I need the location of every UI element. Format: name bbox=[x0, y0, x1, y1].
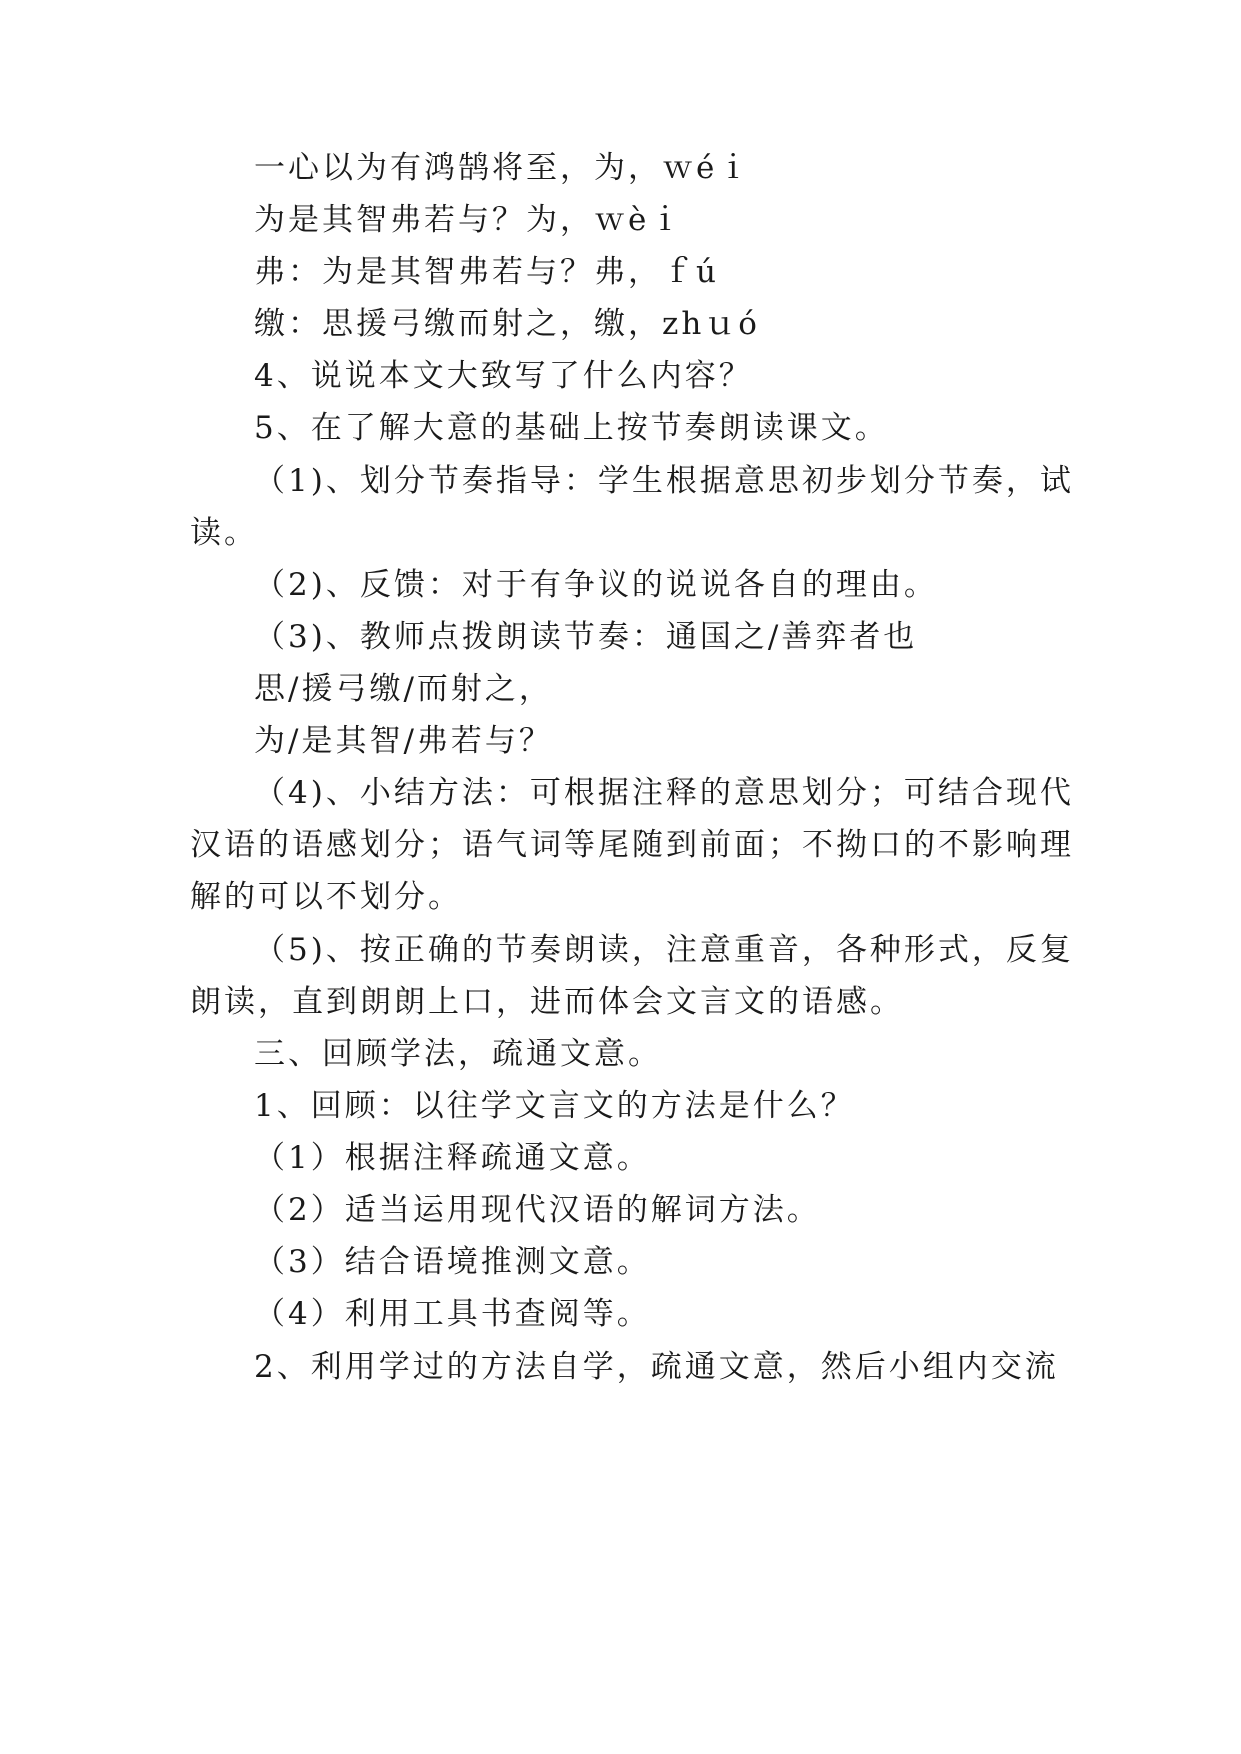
text-line: 缴：思援弓缴而射之，缴，zhｕó bbox=[254, 306, 760, 342]
text-line: 思/援弓缴/而射之， bbox=[254, 671, 553, 707]
text-line: 汉语的语感划分；语气词等尾随到前面；不拗口的不影响理 bbox=[190, 827, 1074, 863]
text-line: 朗读，直到朗朗上口，进而体会文言文的语感。 bbox=[190, 984, 904, 1020]
text-line: 4、说说本文大致写了什么内容？ bbox=[254, 358, 753, 394]
text-line: 一心以为有鸿鹄将至，为，ｗéｉ bbox=[254, 150, 752, 186]
text-line: （1）根据注释疏通文意。 bbox=[254, 1140, 651, 1176]
text-line: （3）结合语境推测文意。 bbox=[254, 1244, 651, 1280]
text-line: （4）利用工具书查阅等。 bbox=[254, 1296, 651, 1332]
text-line: （3)、教师点拨朗读节奏：通国之/善弈者也 bbox=[254, 619, 918, 655]
text-line: 5、在了解大意的基础上按节奏朗读课文。 bbox=[254, 410, 889, 446]
text-line: （5)、按正确的节奏朗读，注意重音，各种形式，反复 bbox=[254, 932, 1074, 968]
text-line: （2）适当运用现代汉语的解词方法。 bbox=[254, 1192, 821, 1228]
text-line: 1、回顾：以往学文言文的方法是什么？ bbox=[254, 1088, 855, 1124]
text-line: 为是其智弗若与？为，ｗèｉ bbox=[254, 202, 684, 238]
text-line: （2)、反馈：对于有争议的说说各自的理由。 bbox=[254, 567, 938, 603]
text-line: 2、利用学过的方法自学，疏通文意，然后小组内交流 bbox=[254, 1349, 1059, 1385]
text-line: （1)、划分节奏指导：学生根据意思初步划分节奏，试 bbox=[254, 463, 1074, 499]
text-line: 读。 bbox=[190, 515, 258, 551]
text-line: 解的可以不划分。 bbox=[190, 879, 462, 915]
text-line: 三、回顾学法，疏通文意。 bbox=[254, 1036, 662, 1072]
text-line: 为/是其智/弗若与？ bbox=[254, 723, 553, 759]
text-line: 弗：为是其智弗若与？弗，ｆú bbox=[254, 254, 719, 290]
text-line: （4)、小结方法：可根据注释的意思划分；可结合现代 bbox=[254, 775, 1074, 811]
